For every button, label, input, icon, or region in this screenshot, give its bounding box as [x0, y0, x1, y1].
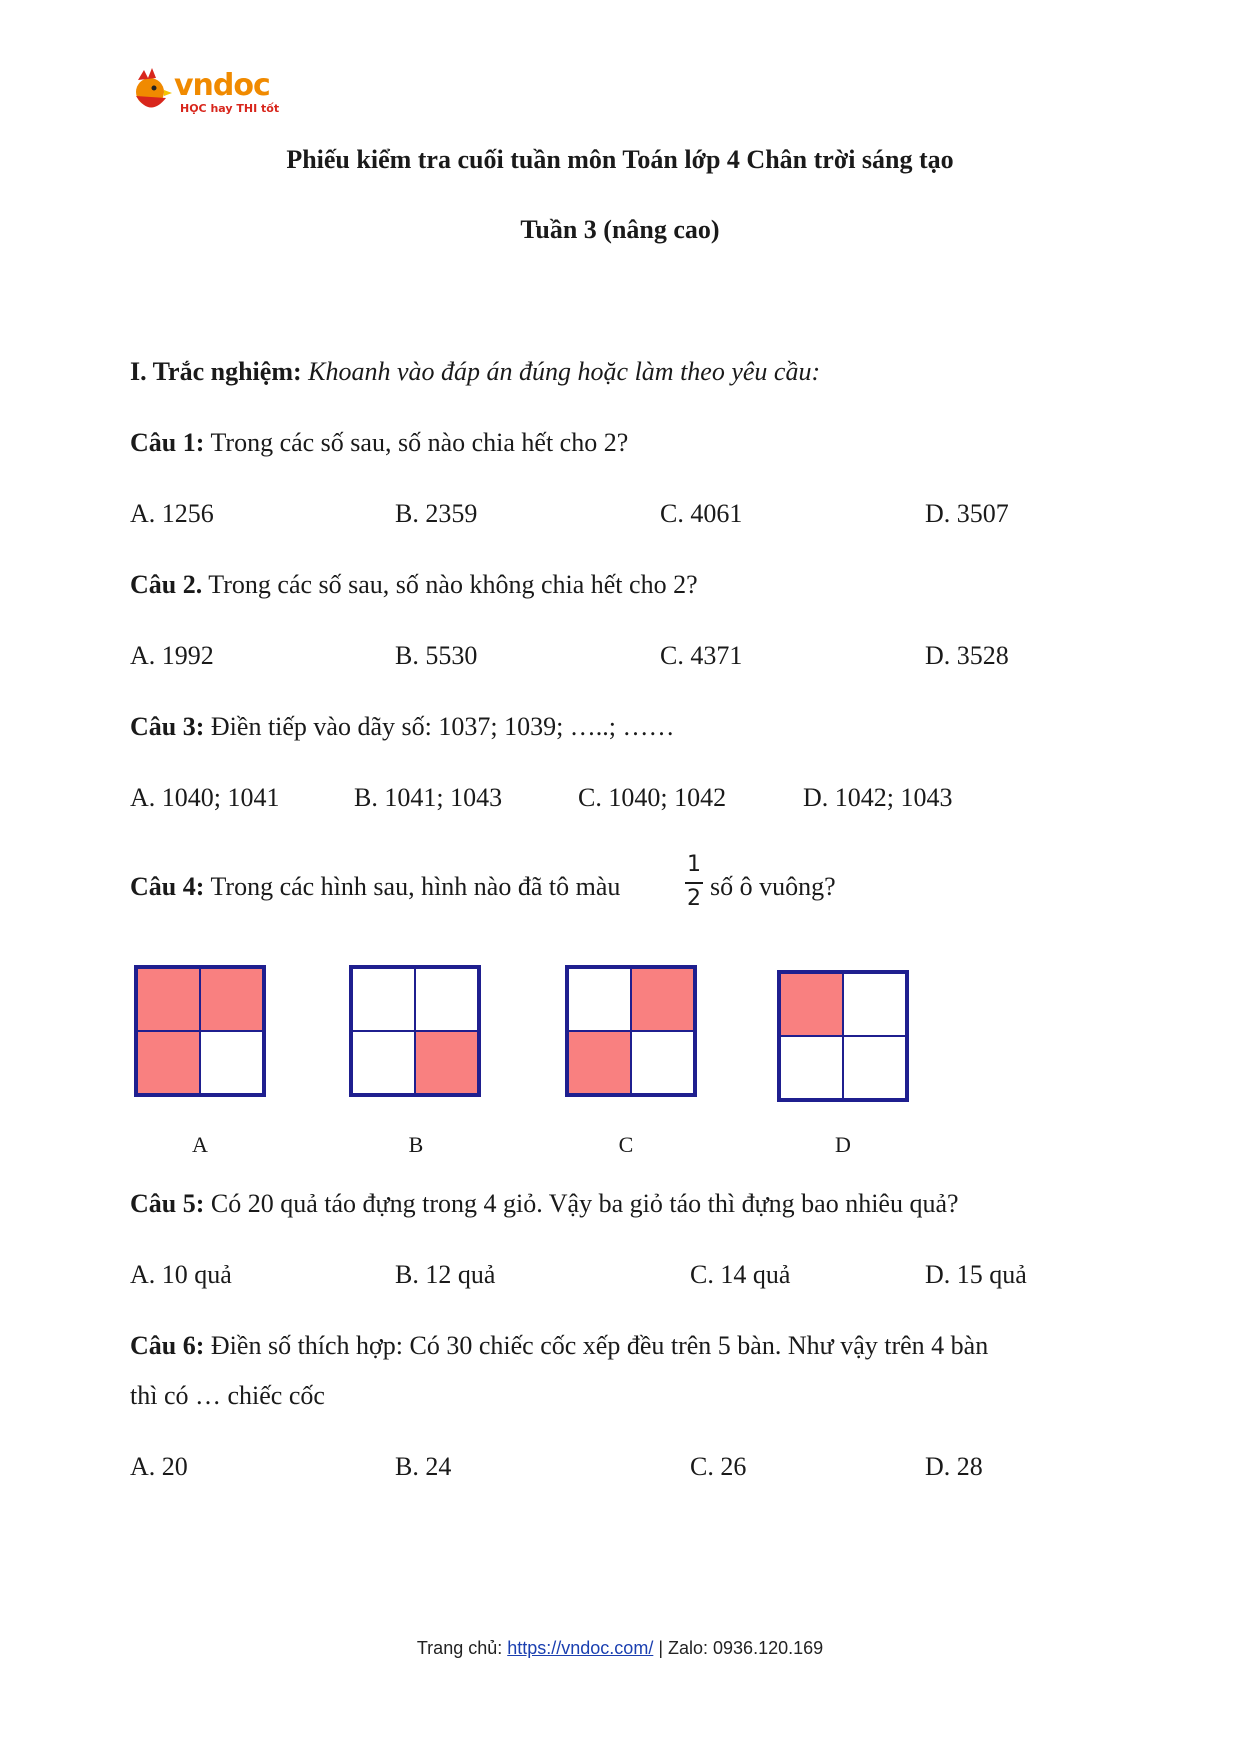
q1-option-d[interactable]: D. 3507 [925, 499, 1009, 528]
question-text: Điền số thích hợp: Có 30 chiếc cốc xếp đều trên 5 bàn. Như vậy trên 4 bàn [210, 1331, 989, 1360]
question-label: Câu 1: [130, 428, 205, 457]
figure-d-grid[interactable] [777, 970, 909, 1102]
q5-option-d[interactable]: D. 15 quả [925, 1260, 1027, 1289]
figure-d-label: D [835, 1132, 851, 1157]
question-label: Câu 6: [130, 1331, 205, 1360]
question-6-line2: thì có … chiếc cốc [130, 1381, 325, 1410]
q3-option-b[interactable]: B. 1041; 1043 [354, 783, 503, 812]
figure-a-label: A [192, 1132, 208, 1157]
question-label: Câu 4: [130, 872, 205, 901]
q5-option-a[interactable]: A. 10 quả [130, 1260, 232, 1289]
section-instruction: Khoanh vào đáp án đúng hoặc làm theo yêu cầu: [308, 357, 821, 386]
section-heading [130, 357, 820, 387]
grid-cell-empty [415, 968, 478, 1031]
question-label: Câu 3: [130, 712, 205, 741]
grid-cell-shaded [415, 1031, 478, 1094]
grid-cell-shaded [137, 1031, 200, 1094]
question-5 [130, 1189, 959, 1219]
question-text: Trong các số sau, số nào không chia hết cho 2? [208, 570, 698, 599]
grid-cell-empty [352, 1031, 415, 1094]
q3-option-c[interactable]: C. 1040; 1042 [578, 783, 727, 812]
fraction-numerator: 1 [687, 852, 701, 877]
grid-cell-empty [200, 1031, 263, 1094]
grid-cell-shaded [631, 968, 694, 1031]
page-subtitle: Tuần 3 (nâng cao) [520, 215, 720, 244]
q6-option-b[interactable]: B. 24 [395, 1452, 452, 1481]
question-6 [130, 1331, 988, 1361]
question-text-after: số ô vuông? [710, 872, 836, 901]
q5-option-c[interactable]: C. 14 quả [690, 1260, 791, 1289]
question-2 [130, 570, 698, 600]
question-1 [130, 428, 628, 458]
q1-option-a[interactable]: A. 1256 [130, 499, 214, 528]
fraction-denominator: 2 [687, 886, 701, 911]
q2-option-b[interactable]: B. 5530 [395, 641, 478, 670]
q1-option-b[interactable]: B. 2359 [395, 499, 478, 528]
figure-c-grid[interactable] [565, 965, 697, 1097]
figure-a-grid[interactable] [134, 965, 266, 1097]
q5-option-b[interactable]: B. 12 quả [395, 1260, 496, 1289]
page-footer [0, 1638, 1240, 1659]
grid-cell-shaded [200, 968, 263, 1031]
question-text: Điền tiếp vào dãy số: 1037; 1039; …..; …… [210, 712, 675, 741]
footer-contact: | Zalo: 0936.120.169 [653, 1638, 824, 1658]
q6-option-a[interactable]: A. 20 [130, 1452, 188, 1481]
grid-cell-empty [568, 968, 631, 1031]
q2-option-a[interactable]: A. 1992 [130, 641, 214, 670]
figure-b-grid[interactable] [349, 965, 481, 1097]
question-text: Trong các số sau, số nào chia hết cho 2? [210, 428, 629, 457]
grid-cell-shaded [568, 1031, 631, 1094]
grid-cell-empty [780, 1036, 843, 1099]
vndoc-logo [128, 66, 288, 126]
footer-homepage-link[interactable]: https://vndoc.com/ [507, 1638, 654, 1658]
q2-option-d[interactable]: D. 3528 [925, 641, 1009, 670]
q6-option-c[interactable]: C. 26 [690, 1452, 747, 1481]
grid-cell-empty [843, 973, 906, 1036]
footer-prefix: Trang chủ: [416, 1638, 508, 1658]
grid-cell-empty [631, 1031, 694, 1094]
figure-b-label: B [408, 1132, 424, 1157]
logo-brand: vndoc [174, 68, 270, 103]
q1-option-c[interactable]: C. 4061 [660, 499, 743, 528]
q6-option-d[interactable]: D. 28 [925, 1452, 983, 1481]
q3-option-d[interactable]: D. 1042; 1043 [803, 783, 953, 812]
grid-cell-empty [352, 968, 415, 1031]
fraction-bar [685, 882, 703, 884]
logo-tagline: HỌC hay THI tốt [180, 102, 280, 115]
page-title: Phiếu kiểm tra cuối tuần môn Toán lớp 4 Chân trời sáng tạo [286, 145, 954, 174]
question-3 [130, 712, 675, 742]
question-text: Có 20 quả táo đựng trong 4 giỏ. Vậy ba giỏ táo thì đựng bao nhiêu quả? [210, 1189, 959, 1218]
q3-option-a[interactable]: A. 1040; 1041 [130, 783, 280, 812]
question-text-before: Trong các hình sau, hình nào đã tô màu [210, 872, 621, 901]
q2-option-c[interactable]: C. 4371 [660, 641, 743, 670]
figure-c-label: C [618, 1132, 634, 1157]
grid-cell-shaded [137, 968, 200, 1031]
question-label: Câu 2. [130, 570, 203, 599]
grid-cell-shaded [780, 973, 843, 1036]
question-label: Câu 5: [130, 1189, 205, 1218]
section-label: I. Trắc nghiệm: [130, 357, 302, 386]
question-4 [130, 872, 620, 902]
grid-cell-empty [843, 1036, 906, 1099]
